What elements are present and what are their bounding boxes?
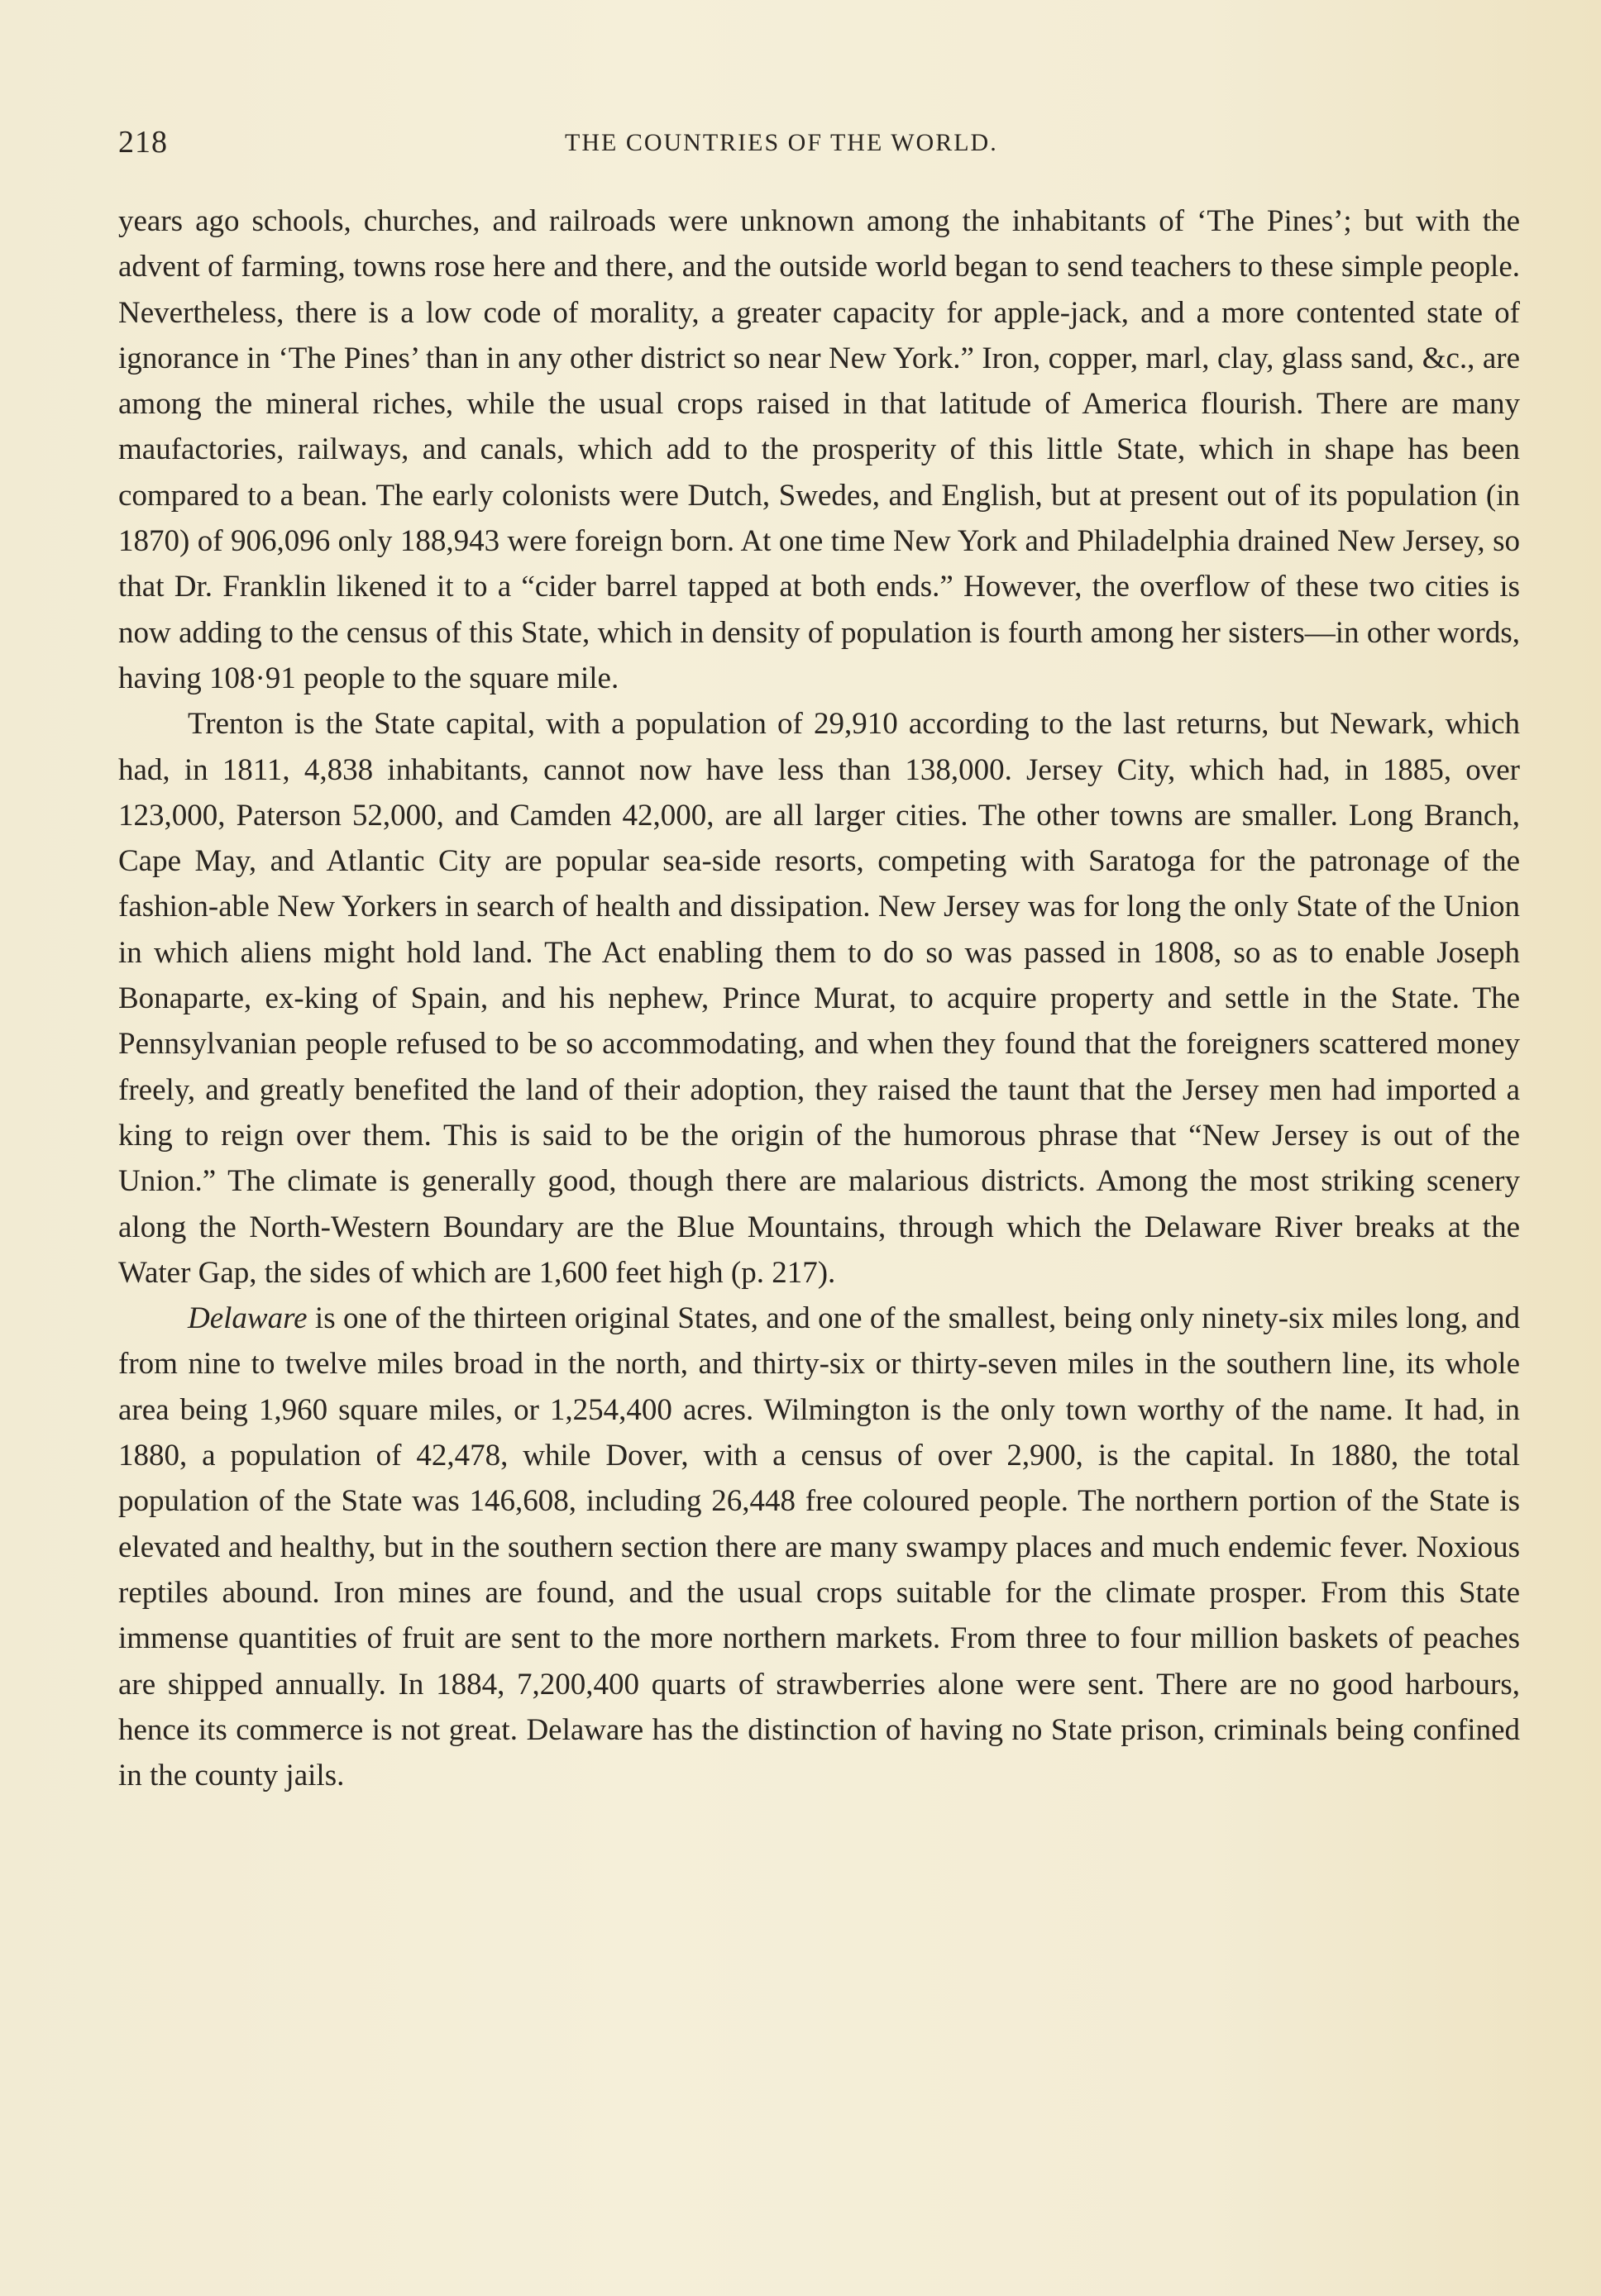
page-number: 218	[118, 125, 168, 160]
paragraph-text: years ago schools, churches, and railroads were unknown among the inhabitants of ‘The Pines’; but with the advent of farming, towns rose here and there, and the outside world began to send teachers to these simple people. Nevertheless, there is a low code of morality, a greater capacity for apple-jack, and a more contented state of ignorance in ‘The Pines’ than in any other district so near New York.” Iron, copper, marl, clay, glass sand, &c., are among the mineral riches, while the usual crops raised in that latitude of America flourish. There are many maufactories, railways, and canals, which add to the prosperity of this little State, which in shape has been compared to a bean. The early colonists were Dutch, Swedes, and English, but at present out of its population (in 1870) of 906,096 only 188,943 were foreign born. At one time New York and Philadelphia drained New Jersey, so that Dr. Franklin likened it to a “cider barrel tapped at both ends.” However, the overflow of these two cities is now adding to the census of this State, which in density of population is fourth among her sisters—in other words, having 108·91 people to the square mile.	[118, 204, 1520, 695]
paragraph-new-jersey-continued	[118, 198, 1520, 701]
page-header	[118, 124, 1524, 165]
paragraph-text: is one of the thirteen original States, and one of the smallest, being only ninety-six miles long, and from nine to twelve miles broad in the north, and thirty-six or thirty-seven miles in the southern line, its whole area being 1,960 square miles, or 1,254,400 acres. Wilmington is the only town worthy of the name. It had, in 1880, a population of 42,478, while Dover, with a census of over 2,900, is the capital. In 1880, the total population of the State was 146,608, including 26,448 free coloured people. The northern portion of the State is elevated and healthy, but in the southern section there are many swampy places and much endemic fever. Noxious reptiles abound. Iron mines are found, and the usual crops suitable for the climate prosper. From this State immense quantities of fruit are sent to the more northern markets. From three to four million baskets of peaches are shipped annually. In 1884, 7,200,400 quarts of strawberries alone were sent. There are no good harbours, hence its commerce is not great. Delaware has the distinction of having no State prison, criminals being confined in the county jails.	[118, 1301, 1520, 1793]
paragraph-lead-italic: Delaware	[188, 1301, 308, 1336]
paragraph-trenton	[118, 701, 1520, 1296]
running-head: THE COUNTRIES OF THE WORLD.	[565, 129, 998, 156]
paragraph-text: Trenton is the State capital, with a population of 29,910 according to the last returns, but Newark, which had, in 1811, 4,838 inhabitants, cannot now have less than 138,000. Jersey City, which had, in 1885, over 123,000, Paterson 52,000, and Camden 42,000, are all larger cities. The other towns are smaller. Long Branch, Cape May, and Atlantic City are popular sea-side resorts, competing with Saratoga for the patronage of the fashion-able New Yorkers in search of health and dissipation. New Jersey was for long the only State of the Union in which aliens might hold land. The Act enabling them to do so was passed in 1808, so as to enable Joseph Bonaparte, ex-king of Spain, and his nephew, Prince Murat, to acquire property and settle in the State. The Pennsylvanian people refused to be so accommodating, and when they found that the foreigners scattered money freely, and greatly benefited the land of their adoption, they raised the taunt that the Jersey men had imported a king to reign over them. This is said to be the origin of the humorous phrase that “New Jersey is out of the Union.” The climate is generally good, though there are malarious districts. Among the most striking scenery along the North-Western Boundary are the Blue Mountains, through which the Delaware River breaks at the Water Gap, the sides of which are 1,600 feet high (p. 217).	[118, 707, 1520, 1290]
body-text	[118, 198, 1520, 1798]
paragraph-delaware	[118, 1296, 1520, 1798]
